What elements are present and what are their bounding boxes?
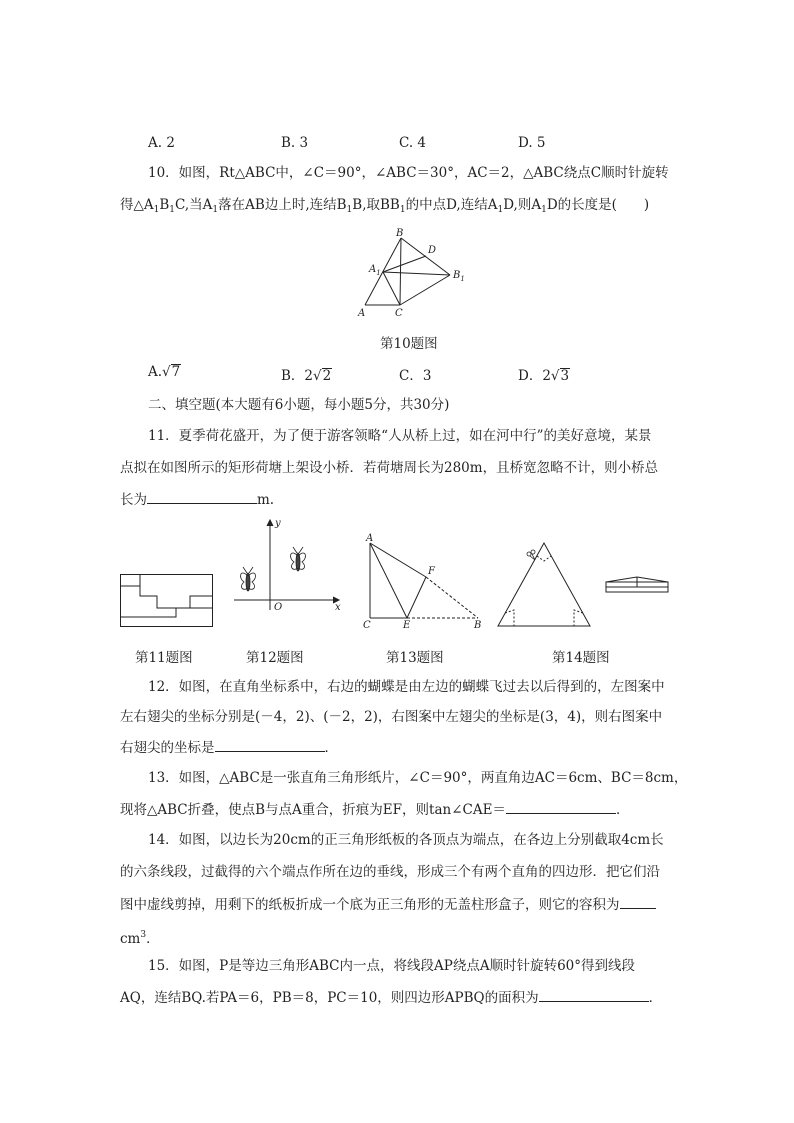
- fig12-butterfly-left: [241, 567, 256, 591]
- fig10-seg-b1c: [400, 275, 450, 305]
- fig13-label-c: C: [363, 620, 371, 631]
- fig10-label-a: A: [358, 308, 366, 319]
- q12-line1: 12．如图，在直角坐标系中，右边的蝴蝶是由左边的蝴蝶飞过去以后得到的，左图案中: [148, 679, 665, 695]
- q9-option-c: C. 4: [399, 135, 427, 151]
- q11-answer-blank[interactable]: [147, 489, 257, 504]
- fig10-label-d: D: [428, 245, 437, 256]
- fig10-caption: 第10题图: [380, 336, 438, 352]
- q10-line2: 得$\triangle A_1B_1C$,当$A_1$落在AB边上时,连结$B_1B$,取$BB_1$的中点D,连结$A_1D$,则$A_1D$的长度是( ): [120, 197, 650, 215]
- q13-answer-blank[interactable]: [506, 799, 616, 814]
- fig10-label-c: C: [395, 308, 403, 319]
- q14-line1: 14．如图，以边长为20cm的正三角形纸板的各顶点为端点，在各边上分别截取4cm长: [148, 832, 664, 848]
- q15-answer-blank[interactable]: [539, 987, 649, 1002]
- q11-line2: 点拟在如图所示的矩形荷塘上架设小桥．若荷塘周长为280m，且桥宽忽略不计，则小桥总: [120, 460, 659, 476]
- q10-option-a: A.√7: [148, 364, 181, 380]
- q10-line1: 10．如图，Rt△ABC中，∠C＝90°，∠ABC＝30°，AC＝2，△ABC绕点C顺时针旋转: [148, 165, 669, 181]
- q15-line2: AQ，连结BQ.若PA＝6，PB＝8，PC＝10，则四边形APBQ的面积为 ．: [120, 987, 662, 1008]
- q14-line2: 的六条线段，过截得的六个端点作所在边的垂线，形成三个有两个直角的四边形．把它们沿: [120, 864, 660, 880]
- q14-line4: $cm^3$．: [120, 930, 160, 947]
- fig13-label-f: F: [428, 566, 435, 577]
- q10-option-d: D．2√3: [518, 368, 570, 384]
- q14-line3: 图中虚线剪掉，用剩下的纸板折成一个底为正三角形的无盖柱形盒子，则它的容积为: [120, 894, 656, 915]
- fig12-label-x: x: [335, 602, 341, 613]
- q12-line2: 左右翅尖的坐标分别是(－4，2)、(－2，2)，右图案中左翅尖的坐标是(3，4)，则右图案中: [120, 709, 663, 725]
- fig12-label-o: O: [274, 602, 283, 613]
- fig10-label-a1: $A_1$: [369, 264, 381, 277]
- q11-line1: 11．夏季荷花盛开，为了便于游客领略“人从桥上过，如在河中行”的美好意境，某景: [148, 428, 652, 444]
- fig10-label-b1: $B_1$: [453, 270, 465, 283]
- q9-option-b: B. 3: [281, 135, 309, 151]
- q14-answer-blank[interactable]: [620, 894, 656, 909]
- q13-line1: 13．如图，△ABC是一张直角三角形纸片，∠C＝90°，两直角边AC＝6cm、BC＝8cm，: [148, 770, 688, 786]
- figure-10: [355, 228, 475, 318]
- fig11-caption: 第11题图: [135, 650, 193, 666]
- fig10-seg-a1b1: [383, 272, 450, 275]
- q12-answer-blank[interactable]: [215, 737, 325, 752]
- fig10-label-b: B: [396, 228, 404, 239]
- figure-14-box: [604, 574, 670, 596]
- fig13-label-a: A: [366, 533, 374, 544]
- q9-option-a: A. 2: [148, 135, 175, 151]
- q11-line3: 长为 m.: [120, 489, 274, 510]
- q13-line2: 现将△ABC折叠，使点B与点A重合，折痕为EF，则tan∠CAE＝ ．: [120, 799, 629, 820]
- q12-line3: 右翅尖的坐标是 ．: [120, 737, 338, 758]
- q15-line1: 15．如图，P是等边三角形ABC内一点，将线段AP绕点A顺时针旋转60°得到线段: [148, 958, 636, 974]
- fig12-butterfly-right: [291, 547, 306, 571]
- section2-title: 二、填空题(本大题有6小题，每小题5分，共30分): [148, 397, 450, 413]
- q9-option-d: D. 5: [518, 135, 546, 151]
- fig13-label-e: E: [403, 620, 411, 631]
- q10-option-c: C．3: [399, 368, 432, 384]
- fig12-label-y: y: [275, 518, 281, 529]
- fig13-label-b: B: [474, 620, 482, 631]
- figure-14: [494, 540, 594, 630]
- fig10-seg-a1d: [383, 256, 426, 272]
- fig14-caption: 第14题图: [552, 650, 610, 666]
- figure-11: [120, 574, 214, 628]
- figure-13: [360, 533, 488, 632]
- scissors-icon: [527, 550, 535, 560]
- q10-option-b: B．2√2: [281, 368, 332, 384]
- fig13-caption: 第13题图: [386, 650, 444, 666]
- figure-12: [232, 518, 344, 614]
- fig10-seg-a1c: [383, 272, 400, 305]
- fig12-caption: 第12题图: [246, 650, 304, 666]
- fig10-seg-bc: [400, 238, 401, 305]
